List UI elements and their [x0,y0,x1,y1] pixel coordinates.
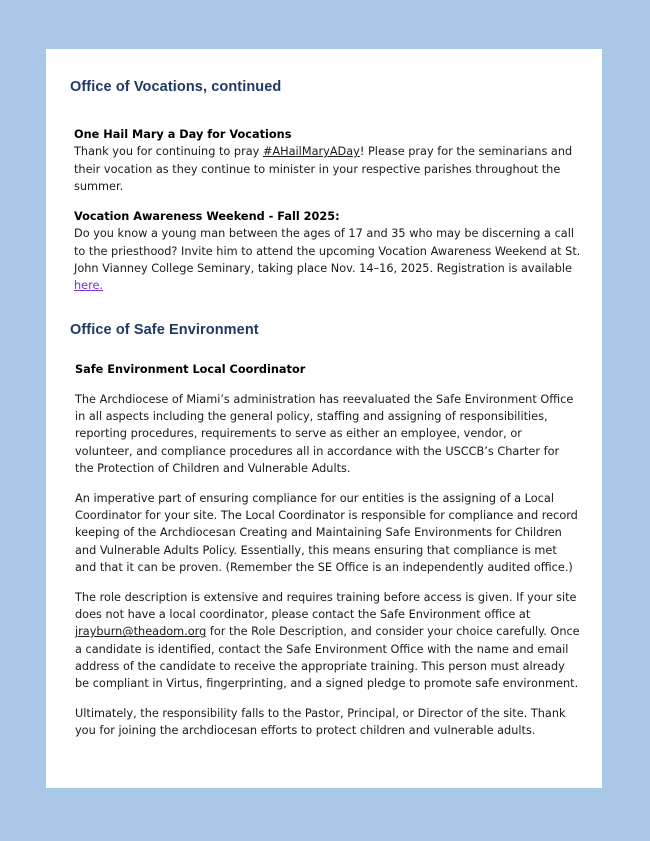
safe-environment-para-1: The Archdiocese of Miami’s administration has reevaluated the Safe Environment Office in all aspects including the general policy, staffing and assigning of responsibilities, reporting procedures, requirements to serve as either an employee, vendor, or volunteer, and compliance procedures all in accordance with the USCCB’s Charter for the Protection of Children and Vulnerable Adults. [75,392,574,475]
awareness-text-body: Do you know a young man between the ages of 17 and 35 who may be discerning a call to the priesthood? Invite him to attend the upcoming Vocation Awareness Weekend at St. John Vianney College Seminary, taking place Nov. 14–16, 2025. Registration is available [74,227,581,275]
hail-mary-text-before: Thank you for continuing to pray [74,145,263,159]
email-link[interactable]: jrayburn@theadom.org [75,625,207,639]
para-3-after: for the Role Description, and consider your choice carefully. Once a candidate is identified, contact the Safe Environment Office with the name and email address of the candidate to receive the appropriate training. This person must already be compliant in Virtus, fingerprinting, and a signed pledge to promote safe environment. [75,625,580,691]
hashtag-link[interactable]: #AHailMaryADay [262,145,360,159]
safe-environment-heading: Office of Safe Environment [70,322,259,338]
hail-mary-title: One Hail Mary a Day for Vocations [74,128,292,141]
hail-mary-text [74,143,584,195]
safe-environment-para-4: Ultimately, the responsibility falls to the Pastor, Principal, or Director of the site. Thank you for joining the archdiocesan efforts to protect children and vulnerable adults. [75,707,566,738]
document-page [46,49,602,788]
hail-mary-text-after: ! Please pray for the seminarians and their vocation as they continue to minister in your respective parishes throughout the summer. [74,145,573,193]
safe-environment-para-2: An imperative part of ensuring compliance for our entities is the assigning of a Local Coordinator for your site. The Local Coordinator is responsible for compliance and record keeping of the Archdiocesan Creating and Maintaining Safe Environments for Children and Vulnerable Adults Policy. Essentially, this means ensuring that compliance is met and that it can be proven. (Remember the SE Office is an independently audited office.) [75,491,578,574]
awareness-block [74,208,584,294]
para-3-before: The role description is extensive and requires training before access is given. If your site does not have a local coordinator, please contact the Safe Environment office at [75,590,577,622]
awareness-text [74,225,584,294]
awareness-title: Vocation Awareness Weekend - Fall 2025: [74,210,340,223]
vocations-heading: Office of Vocations, continued [70,79,282,95]
safe-environment-body [75,361,581,740]
safe-environment-subheading: Safe Environment Local Coordinator [75,363,306,376]
registration-link[interactable]: here. [74,279,104,293]
safe-environment-para-3 [75,589,581,693]
hail-mary-block [74,126,584,195]
